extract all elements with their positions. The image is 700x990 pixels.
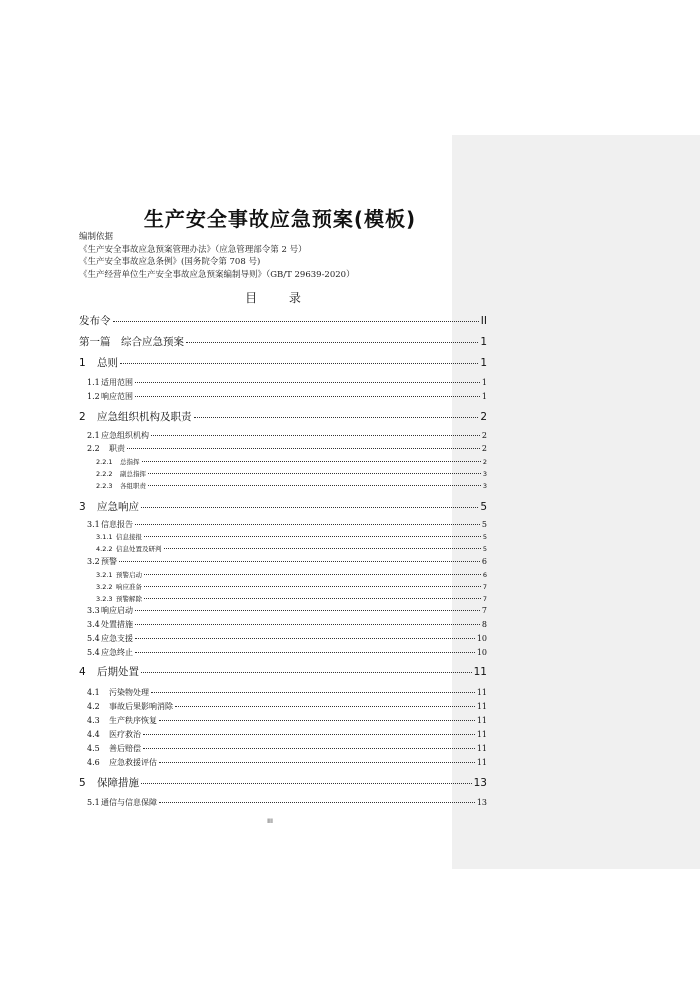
toc-entry[interactable]: 4.2 事故后果影响消除 11	[87, 702, 487, 711]
toc-entry[interactable]: 5.4 应急终止 10	[87, 648, 487, 657]
toc-entry[interactable]: 4.2.2 信息处置及研判 5	[96, 545, 487, 553]
basis-item: 《生产安全事故应急预案管理办法》（应急管理部令第 2 号）	[79, 244, 307, 255]
toc-entry[interactable]: 2.2.3 各组职责 3	[96, 482, 487, 490]
toc-entry[interactable]: 3.1.1 信息接报 5	[96, 533, 487, 541]
toc-entry[interactable]: 3.2.1 预警启动 6	[96, 571, 487, 579]
basis-item: 《生产经营单位生产安全事故应急预案编制导则》（GB/T 29639-2020）	[79, 269, 355, 280]
toc-entry[interactable]: 5 保障措施 13	[79, 777, 487, 789]
document-title: 生产安全事故应急预案(模板)	[143, 207, 417, 231]
toc-entry[interactable]: 5.1 通信与信息保障 13	[87, 798, 487, 807]
toc-entry[interactable]: 发布令 II	[79, 315, 487, 327]
toc-entry[interactable]: 3.3 响应启动 7	[87, 606, 487, 615]
basis-item: 《生产安全事故应急条例》(国务院令第 708 号)	[79, 257, 261, 267]
toc-entry[interactable]: 4.1 污染物处理 11	[87, 688, 487, 697]
toc-entry[interactable]: 2 应急组织机构及职责 2	[79, 411, 487, 423]
toc-entry[interactable]: 1.1 适用范围 1	[87, 378, 487, 387]
toc-entry[interactable]: 4.5 善后赔偿 11	[87, 744, 487, 753]
toc-entry[interactable]: 3.1 信息报告 5	[87, 520, 487, 529]
toc-entry[interactable]: 4.4 医疗救治 11	[87, 730, 487, 739]
toc-entry[interactable]: 3.4 处置措施 8	[87, 620, 487, 629]
basis-heading: 编制依据	[79, 232, 114, 242]
toc-entry[interactable]: 3 应急响应 5	[79, 501, 487, 513]
toc-entry[interactable]: 3.2 预警 6	[87, 557, 487, 566]
toc-entry[interactable]: 2.2 职责 2	[87, 444, 487, 453]
toc-entry[interactable]: 1 总则 1	[79, 357, 487, 369]
toc-entry[interactable]: 4 后期处置 11	[79, 666, 487, 678]
toc-entry[interactable]: 5.4 应急支援 10	[87, 634, 487, 643]
toc-entry[interactable]: 4.3 生产秩序恢复 11	[87, 716, 487, 725]
toc-entry[interactable]: 3.2.2 响应准备 7	[96, 583, 487, 591]
toc-entry[interactable]: 2.1 应急组织机构 2	[87, 431, 487, 440]
toc-entry[interactable]: 2.2.2 副总指挥 3	[96, 470, 487, 478]
toc-entry[interactable]: 4.6 应急救援评估 11	[87, 758, 487, 767]
toc-entry[interactable]: 2.2.1 总指挥 2	[96, 458, 487, 466]
comment-pane	[452, 135, 700, 869]
toc-title: 目 录	[245, 291, 315, 305]
basis-section	[79, 231, 355, 281]
page-number: III	[267, 817, 273, 825]
toc-entry[interactable]: 1.2 响应范围 1	[87, 392, 487, 401]
toc-entry[interactable]: 3.2.3 预警解除 7	[96, 595, 487, 603]
toc-entry[interactable]: 第一篇 综合应急预案 1	[79, 336, 487, 348]
